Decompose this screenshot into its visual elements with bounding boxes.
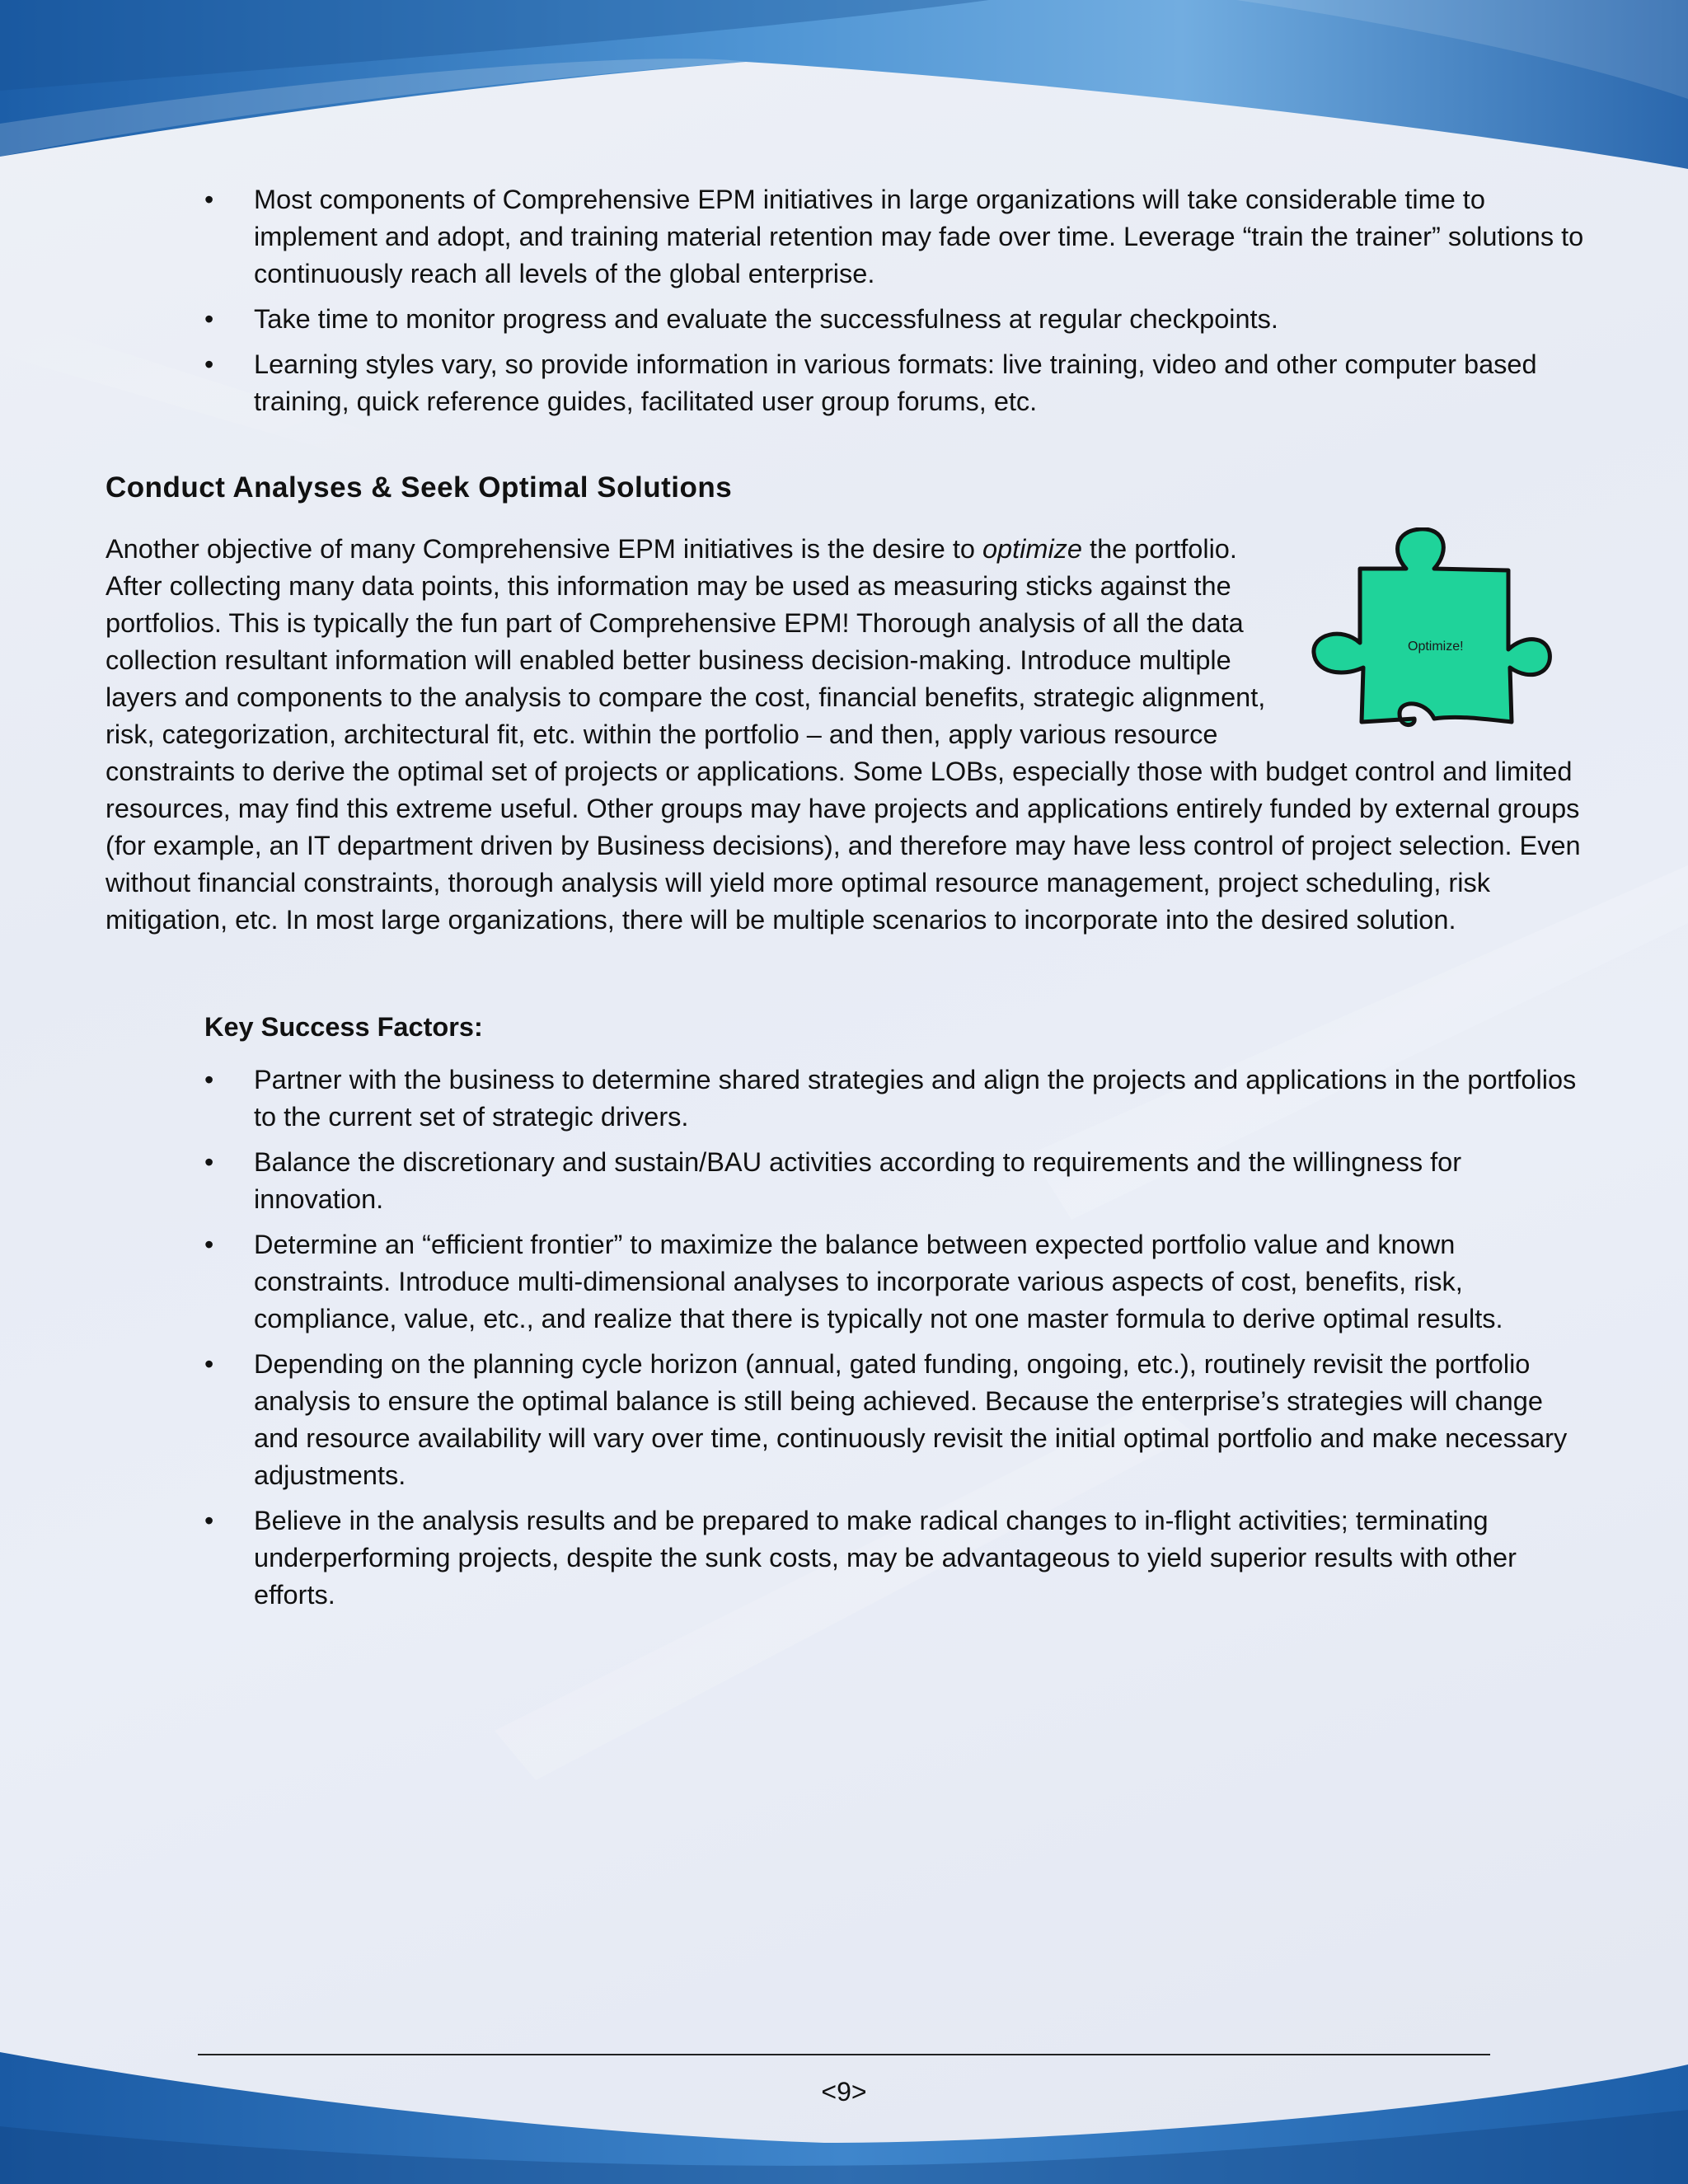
key-success-factors-heading: Key Success Factors:	[204, 1012, 483, 1042]
list-item: • Most components of Comprehensive EPM initiatives in large organizations will take considerable time to implement and adopt, and training material retention may fade over time. Leverage “train the trainer” solutions to continuously reach all levels of the global enterprise.	[204, 181, 1589, 293]
list-item: • Determine an “efficient frontier” to maximize the balance between expected portfolio value and known constraints. Introduce multi-dimensional analyses to incorporate various aspects of cost, benefits, risk, compliance, value, etc., and realize that there is typically not one master formula to derive optimal results.	[204, 1226, 1589, 1338]
paragraph-text-part1: Another objective of many Comprehensive EPM initiatives is the desire to	[106, 534, 982, 564]
paragraph-emphasis: optimize	[982, 534, 1083, 564]
top-bullet-list	[204, 181, 1589, 429]
page-number: <9>	[821, 2077, 867, 2107]
list-item: • Believe in the analysis results and be prepared to make radical changes to in-flight activities; terminating underperforming projects, despite the sunk costs, may be advantageous to yield superior results with other efforts.	[204, 1502, 1589, 1614]
paragraph-text-part2: the portfolio. After collecting many data points, this information may be used as measuring sticks against the portfolios. This is typically the fun part of Comprehensive EPM! Thorough analysis of all the data collection resultant information will enabled better business decision-making. Introduce multiple layers and components to the analysis to compare the cost, financial benefits, strategic alignment, risk, categorization, architectural fit, etc. within the portfolio – and then, apply various resource constraints to derive the optimal set of projects or applications. Some LOBs, especially those with budget control and limited resources, may find this extreme useful. Other groups may have projects and applications entirely funded by external groups (for example, an IT department driven by Business decisions), and therefore may have less control of project selection. Even without financial constraints, thorough analysis will yield more optimal resource management, project scheduling, risk mitigation, etc. In most large organizations, there will be multiple scenarios to incorporate into the desired solution.	[106, 534, 1581, 935]
list-item: • Learning styles vary, so provide information in various formats: live training, video and other computer based training, quick reference guides, facilitated user group forums, etc.	[204, 346, 1589, 420]
list-item: • Partner with the business to determine shared strategies and align the projects and applications in the portfolios to the current set of strategic drivers.	[204, 1062, 1589, 1136]
puzzle-label: Optimize!	[1408, 640, 1464, 654]
footer-divider	[198, 2054, 1490, 2055]
optimize-puzzle-image	[1309, 531, 1581, 745]
puzzle-shape	[1314, 529, 1550, 725]
section-heading: Conduct Analyses & Seek Optimal Solutions	[106, 471, 733, 504]
list-item: • Take time to monitor progress and evaluate the successfulness at regular checkpoints.	[204, 301, 1589, 338]
list-item: • Balance the discretionary and sustain/BAU activities according to requirements and the willingness for innovation.	[204, 1144, 1589, 1218]
list-item: • Depending on the planning cycle horizon (annual, gated funding, ongoing, etc.), routinely revisit the portfolio analysis to ensure the optimal balance is still being achieved. Because the enterprise’s strategies will change and resource availability will vary over time, continuously revisit the initial optimal portfolio and make necessary adjustments.	[204, 1346, 1589, 1494]
section-paragraph	[106, 531, 1581, 939]
key-success-bullet-list	[204, 1062, 1589, 1622]
